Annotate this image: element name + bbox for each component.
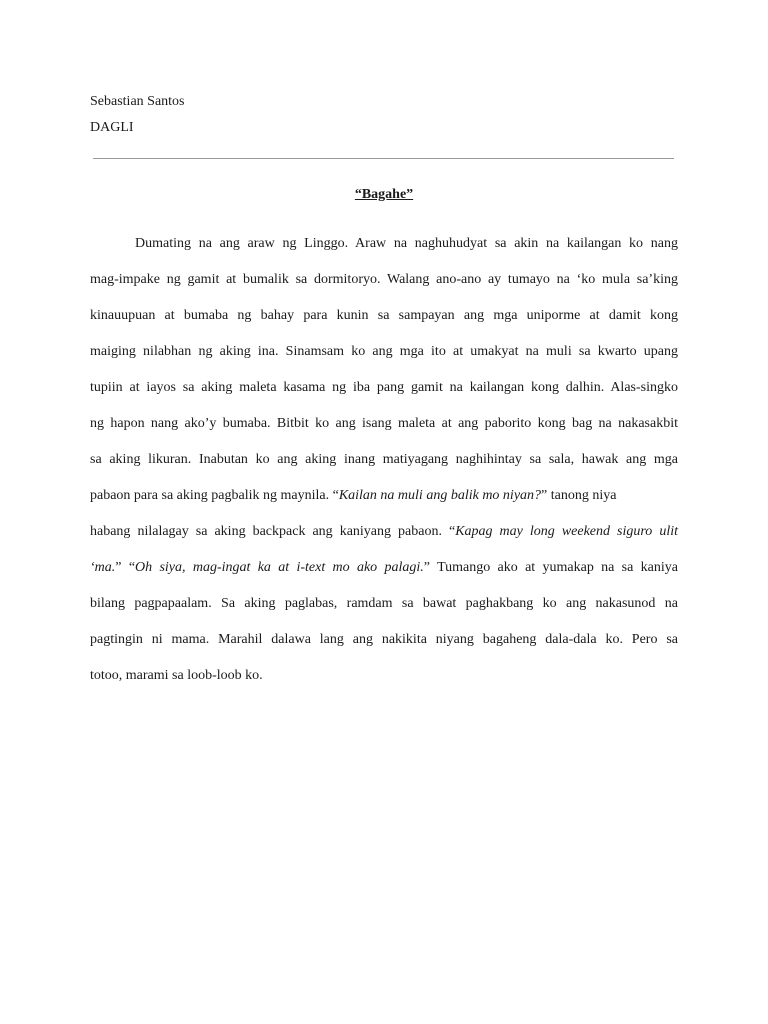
body-line <box>90 550 678 586</box>
body-line: totoo, marami sa loob-loob ko. <box>90 668 263 683</box>
body-line <box>90 478 678 514</box>
body-line: Dumating na ang araw ng Linggo. Araw na naghuhudyat sa akin na kailangan ko nang <box>135 236 678 251</box>
body-line: mag-impake ng gamit at bumalik sa dormitoryo. Walang ano-ano ay tumayo na ‘ko mula sa’king <box>90 272 678 287</box>
body-line <box>90 514 678 550</box>
category-label: DAGLI <box>90 120 134 135</box>
horizontal-rule <box>93 158 674 159</box>
quote-italic: Oh siya, mag-ingat ka at i-text mo ako palagi. <box>135 560 424 575</box>
story-title: “Bagahe” <box>354 187 414 202</box>
author-name: Sebastian Santos <box>90 94 185 109</box>
story-body <box>90 226 678 694</box>
body-line: tupiin at iayos sa aking maleta kasama ng iba pang gamit na kailangan kong dalhin. Alas-singko <box>90 380 678 395</box>
body-text-span: ” “ <box>115 560 136 575</box>
body-line: maiging nilabhan ng aking ina. Sinamsam ko ang mga ito at umakyat na muli sa kwarto upang <box>90 344 678 359</box>
body-line: kinauupuan at bumaba ng bahay para kunin sa sampayan ang mga uniporme at damit kong <box>90 308 678 323</box>
body-line: pagtingin ni mama. Marahil dalawa lang ang nakikita niyang bagaheng dala-dala ko. Pero sa <box>90 632 678 647</box>
body-text-span: ” Tumango ako at yumakap na sa kaniya <box>423 560 678 575</box>
quote-italic: Kailan na muli ang balik mo niyan? <box>338 488 542 503</box>
body-line: bilang pagpapaalam. Sa aking paglabas, ramdam sa bawat paghakbang ko ang nakasunod na <box>90 596 678 611</box>
body-line: ng hapon nang ako’y bumaba. Bitbit ko ang isang maleta at ang paborito kong bag na nakasakbit <box>90 416 678 431</box>
quote-italic: Kapag may long weekend siguro ulit <box>455 524 678 539</box>
body-text-span: habang nilalagay sa aking backpack ang kaniyang pabaon. “ <box>90 524 456 539</box>
body-text-span: pabaon para sa aking pagbalik ng maynila. “ <box>90 488 339 503</box>
body-text-span: ” tanong niya <box>541 488 617 503</box>
body-line: sa aking likuran. Inabutan ko ang aking inang matiyagang naghihintay sa sala, hawak ang mga <box>90 452 678 467</box>
quote-italic: ‘ma. <box>90 560 116 575</box>
